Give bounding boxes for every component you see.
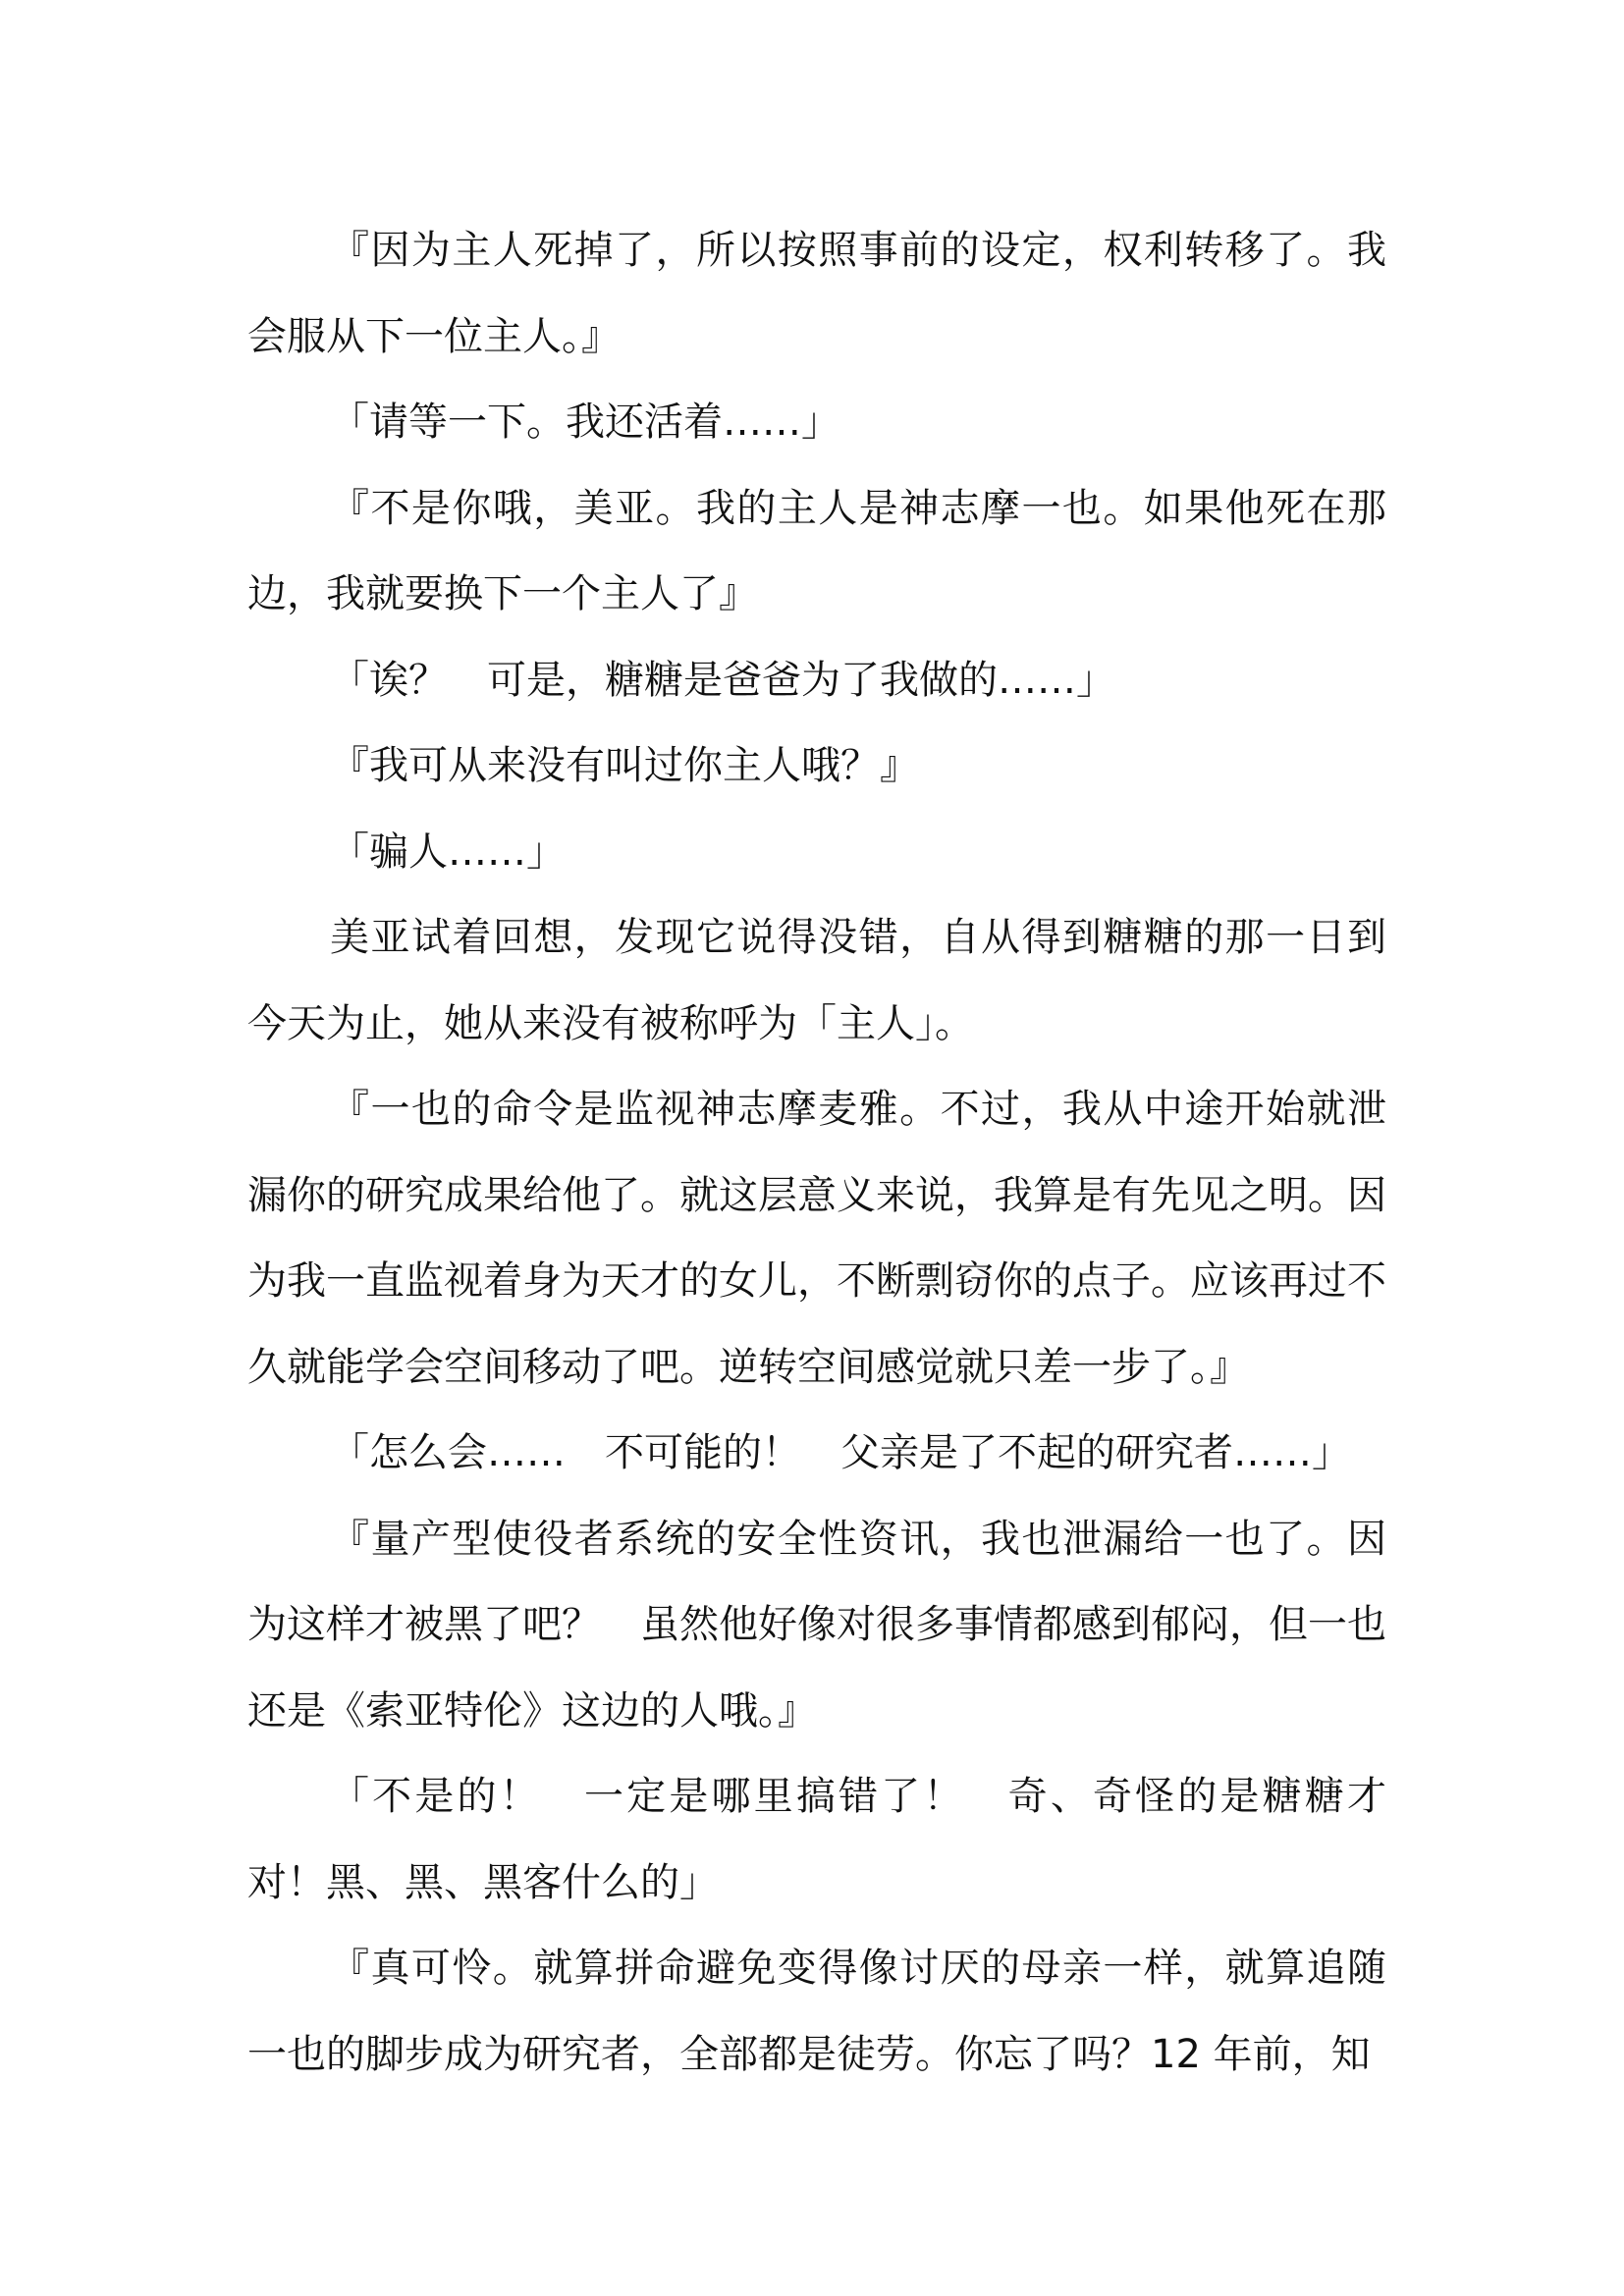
paragraph-3: 『不是你哦，美亚。我的主人是神志摩一也。如果他死在那边，我就要换下一个主人了』 bbox=[247, 485, 1386, 616]
paragraph-12: 『真可怜。就算拼命避免变得像讨厌的母亲一样，就算追随一也的脚步成为研究者，全部都是徒劳。你忘了吗？12 年前，知 bbox=[247, 1946, 1386, 2077]
paragraph-2: 「请等一下。我还活着……」 bbox=[330, 400, 840, 445]
paragraph-6: 「骗人……」 bbox=[330, 828, 566, 875]
paragraph-9: 「怎么会…… 不可能的！ 父亲是了不起的研究者……」 bbox=[330, 1430, 1351, 1475]
paragraph-5: 『我可从来没有叫过你主人哦？』 bbox=[330, 743, 919, 788]
paragraph-1: 『因为主人死掉了，所以按照事前的设定，权利转移了。我会服从下一位主人。』 bbox=[247, 228, 1386, 359]
paragraph-4: 「诶？ 可是，糖糖是爸爸为了我做的……」 bbox=[330, 657, 1115, 703]
novel-text-body bbox=[247, 208, 1386, 2098]
paragraph-10: 『量产型使役者系统的安全性资讯，我也泄漏给一也了。因为这样才被黑了吧？ 虽然他好像对很多事情都感到郁闷，但一也还是《索亚特伦》这边的人哦。』 bbox=[247, 1516, 1386, 1734]
paragraph-8: 『一也的命令是监视神志摩麦雅。不过，我从中途开始就泄漏你的研究成果给他了。就这层意义来说，我算是有先见之明。因为我一直监视着身为天才的女儿，不断剽窃你的点子。应该再过不久就能学会空间移动了吧。逆转空间感觉就只差一步了。』 bbox=[247, 1087, 1386, 1390]
paragraph-7: 美亚试着回想，发现它说得没错，自从得到糖糖的那一日到今天为止，她从来没有被称呼为「主人」。 bbox=[247, 915, 1386, 1046]
paragraph-11: 「不是的！ 一定是哪里搞错了！ 奇、奇怪的是糖糖才对！黑、黑、黑客什么的」 bbox=[247, 1774, 1386, 1905]
